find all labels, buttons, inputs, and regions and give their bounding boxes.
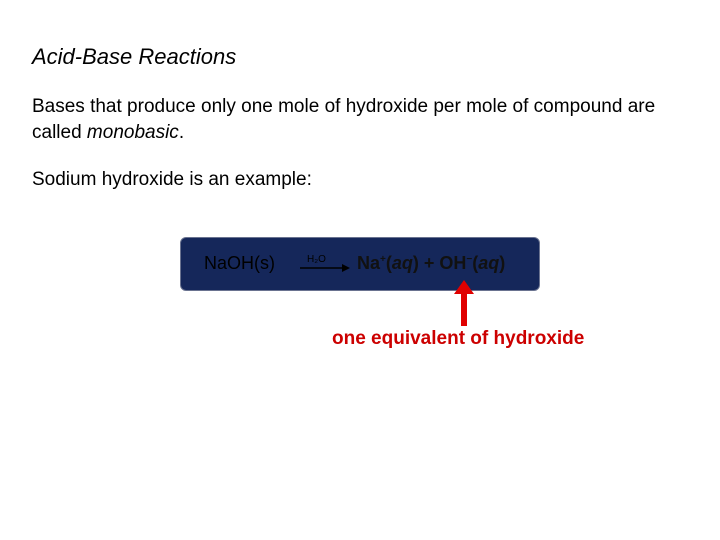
reactant-na: Na xyxy=(204,253,228,273)
up-arrow-icon xyxy=(452,280,476,326)
products: Na+(aq) + OH−(aq) xyxy=(357,253,506,273)
hydroxide-ion: OH xyxy=(439,253,467,273)
plus-sign: + xyxy=(418,253,440,273)
monobasic-term: monobasic xyxy=(86,122,179,143)
sodium-ion: Na xyxy=(357,253,381,273)
right-arrow-icon xyxy=(298,254,350,274)
definition-paragraph xyxy=(32,94,702,146)
reactant xyxy=(204,253,275,274)
slide-title: Acid-Base Reactions xyxy=(32,44,237,69)
hydroxide-callout: one equivalent of hydroxide xyxy=(332,328,585,349)
example-sentence: Sodium hydroxide is an example: xyxy=(32,169,312,190)
hydroxide-charge: − xyxy=(466,254,473,265)
solvent-label: H₂O xyxy=(307,254,326,265)
definition-period: . xyxy=(178,122,185,143)
reaction-arrow xyxy=(298,254,350,274)
definition-text: Bases that produce only one mole of hydroxide per mole of compound are called xyxy=(32,96,656,143)
hydroxide-state: aq xyxy=(478,253,500,273)
reactant-close: ) xyxy=(269,253,276,273)
reactant-state: s xyxy=(260,253,270,273)
sodium-state: aq xyxy=(391,253,413,273)
sodium-charge: + xyxy=(380,254,386,265)
reactant-oh: OH( xyxy=(227,253,261,273)
